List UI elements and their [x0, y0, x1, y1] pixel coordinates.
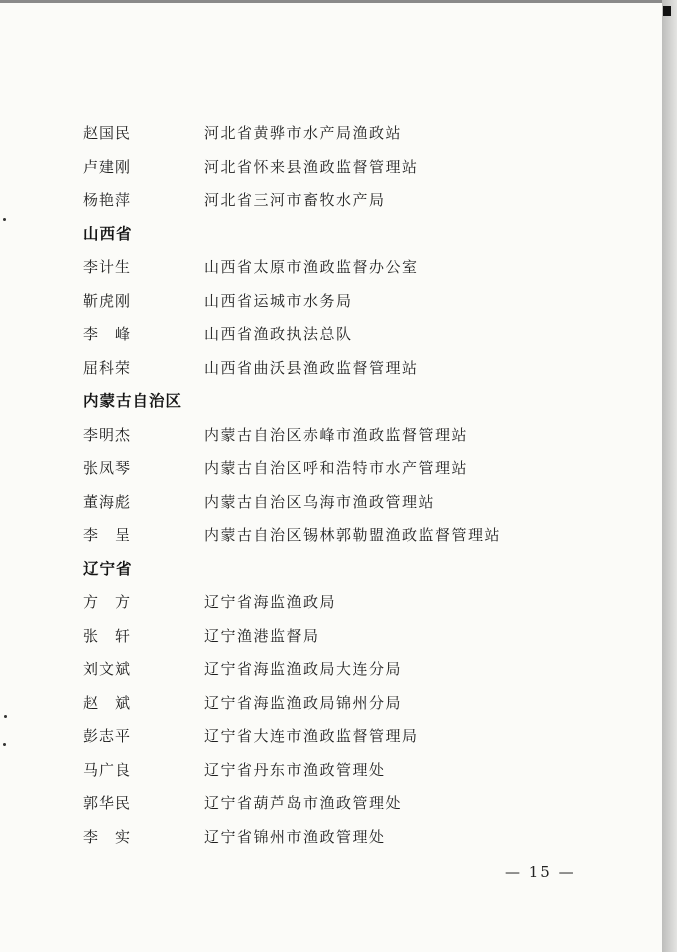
- page-edge-shadow: [662, 0, 677, 952]
- list-item: [0, 720, 662, 754]
- list-item: [0, 285, 662, 319]
- list-item: [0, 519, 662, 553]
- list-item: [0, 352, 662, 386]
- organization-name: 河北省黄骅市水产局渔政站: [204, 124, 403, 142]
- organization-name: 山西省曲沃县渔政监督管理站: [204, 358, 419, 377]
- list-item: [0, 419, 662, 453]
- person-name: 杨艳萍: [83, 191, 132, 209]
- organization-name: 内蒙古自治区呼和浩特市水产管理站: [204, 459, 469, 477]
- organization-name: 内蒙古自治区乌海市渔政管理站: [204, 492, 436, 511]
- page-number: — 15 —: [505, 863, 576, 881]
- list-item: [0, 687, 662, 721]
- organization-name: 辽宁渔港监督局: [204, 626, 320, 645]
- organization-name: 辽宁省海监渔政局锦州分局: [204, 693, 403, 712]
- person-name: 靳虎刚: [83, 291, 132, 310]
- person-name: 郭华民: [83, 794, 132, 812]
- person-name: 李 峰: [83, 325, 132, 343]
- person-name: 彭志平: [83, 727, 132, 745]
- list-item: [0, 787, 662, 821]
- organization-name: 辽宁省丹东市渔政管理处: [204, 760, 386, 779]
- list-item: [0, 754, 662, 788]
- province-heading: 山西省: [83, 224, 133, 243]
- organization-name: 河北省三河市畜牧水产局: [204, 191, 386, 209]
- organization-name: 辽宁省大连市渔政监督管理局: [204, 727, 419, 745]
- person-name: 李明杰: [83, 425, 132, 444]
- organization-name: 辽宁省葫芦岛市渔政管理处: [204, 794, 403, 812]
- organization-name: 内蒙古自治区锡林郭勒盟渔政监督管理站: [204, 526, 502, 544]
- list-item: [0, 452, 662, 486]
- list-item: [0, 251, 662, 285]
- person-name: 李计生: [83, 258, 132, 276]
- organization-name: 山西省太原市渔政监督办公室: [204, 258, 419, 276]
- person-name: 张凤琴: [83, 459, 132, 477]
- person-name: 李 实: [83, 827, 132, 846]
- organization-name: 辽宁省锦州市渔政管理处: [204, 827, 386, 846]
- organization-name: 山西省运城市水务局: [204, 291, 353, 310]
- list-item: [0, 821, 662, 855]
- list-item: [0, 653, 662, 687]
- person-name: 刘文斌: [83, 660, 132, 678]
- person-name: 董海彪: [83, 492, 132, 511]
- list-item: [0, 586, 662, 620]
- person-name: 屈科荣: [83, 358, 132, 377]
- person-name: 方 方: [83, 593, 132, 611]
- person-name: 张 轩: [83, 626, 132, 645]
- province-heading: 内蒙古自治区: [83, 392, 183, 410]
- organization-name: 辽宁省海监渔政局大连分局: [204, 660, 403, 678]
- person-name: 卢建刚: [83, 157, 132, 176]
- scan-corner-mark: [663, 6, 671, 16]
- name-list: [0, 117, 662, 854]
- person-name: 赵国民: [83, 124, 132, 142]
- list-item: [0, 184, 662, 218]
- list-item: [0, 318, 662, 352]
- list-item: [0, 486, 662, 520]
- province-heading: 辽宁省: [83, 559, 133, 578]
- list-item: [0, 151, 662, 185]
- person-name: 赵 斌: [83, 693, 132, 712]
- person-name: 李 呈: [83, 526, 132, 544]
- organization-name: 山西省渔政执法总队: [204, 325, 353, 343]
- list-item: [0, 620, 662, 654]
- person-name: 马广良: [83, 760, 132, 779]
- list-item: [0, 117, 662, 151]
- organization-name: 内蒙古自治区赤峰市渔政监督管理站: [204, 425, 469, 444]
- organization-name: 辽宁省海监渔政局: [204, 593, 337, 611]
- organization-name: 河北省怀来县渔政监督管理站: [204, 157, 419, 176]
